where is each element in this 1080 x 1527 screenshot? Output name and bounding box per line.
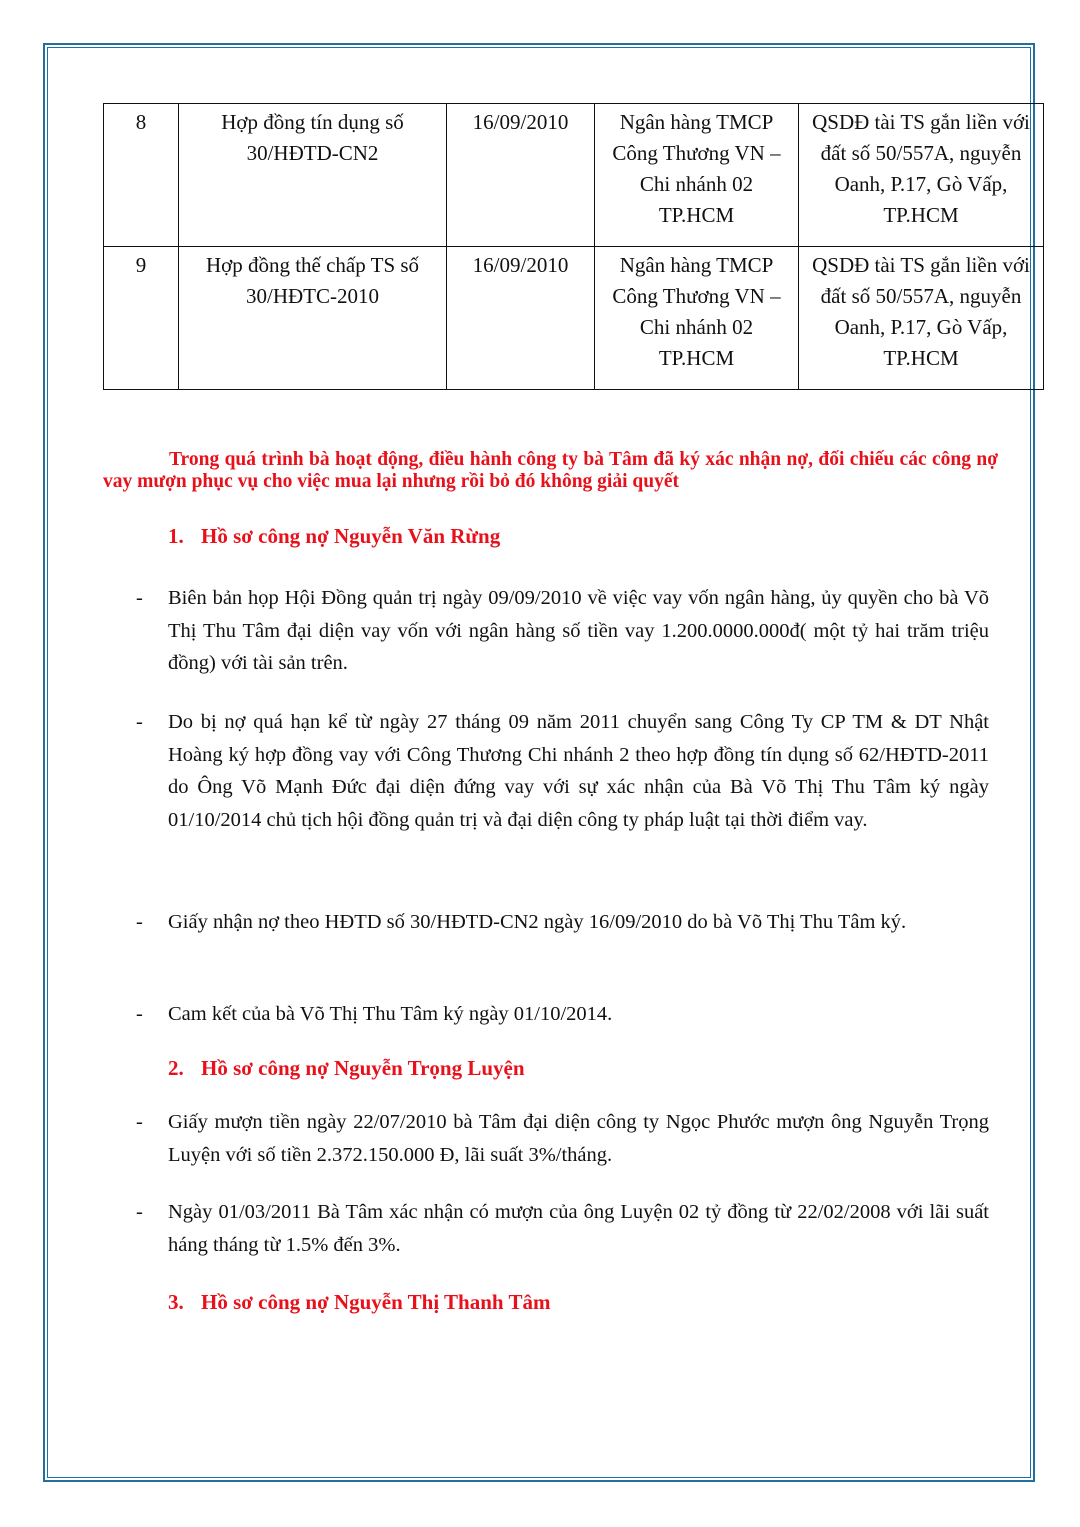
section-heading-3 [168, 1290, 550, 1315]
intro-paragraph [103, 449, 998, 493]
cell-bank: Ngân hàng TMCP Công Thương VN – Chi nhánh 02 TP.HCM [595, 104, 799, 247]
section-title: Hồ sơ công nợ Nguyễn Thị Thanh Tâm [201, 1290, 551, 1314]
list-item-text: Ngày 01/03/2011 Bà Tâm xác nhận có mượn của ông Luyện 02 tỷ đồng từ 22/02/2008 với lãi suất háng tháng từ 1.5% đến 3%. [168, 1201, 989, 1256]
list-item [136, 582, 989, 680]
section-number: 3. [168, 1290, 184, 1314]
bullet-dash: - [136, 1111, 143, 1133]
list-item [136, 1106, 989, 1171]
section-title: Hồ sơ công nợ Nguyễn Văn Rừng [201, 524, 501, 548]
cell-asset: QSDĐ tài TS gắn liền với đất số 50/557A, nguyễn Oanh, P.17, Gò Vấp, TP.HCM [799, 247, 1044, 390]
list-item-text: Biên bản họp Hội Đồng quản trị ngày 09/09/2010 về việc vay vốn ngân hàng, ủy quyền cho bà Võ Thị Thu Tâm đại diện vay vốn với ngân hàng số tiền vay 1.200.0000.000đ( một tỷ hai trăm triệu đồng) với tài sản trên. [168, 587, 989, 674]
section-number: 1. [168, 524, 184, 548]
section-heading-1 [168, 524, 500, 549]
table-row [104, 104, 1044, 247]
table-row [104, 247, 1044, 390]
bullet-dash: - [136, 587, 143, 609]
list-item-text: Do bị nợ quá hạn kể từ ngày 27 tháng 09 năm 2011 chuyển sang Công Ty CP TM & DT Nhật Hoàng ký hợp đồng vay với Công Thương Chi nhánh 2 theo hợp đồng tín dụng số 62/HĐTD-2011 do Ông Võ Mạnh Đức đại diện đứng vay với sự xác nhận của Bà Võ Thị Thu Tâm ký ngày 01/10/2014 chủ tịch hội đồng quản trị và đại diện công ty pháp luật tại thời điểm vay. [168, 711, 989, 831]
list-item [136, 906, 989, 939]
section-heading-2 [168, 1056, 525, 1081]
bullet-dash: - [136, 1003, 143, 1025]
bullet-dash: - [136, 911, 143, 933]
list-item-text: Cam kết của bà Võ Thị Thu Tâm ký ngày 01/10/2014. [168, 1003, 613, 1025]
list-item [136, 998, 989, 1031]
section-title: Hồ sơ công nợ Nguyễn Trọng Luyện [201, 1056, 525, 1080]
cell-contract-name: Hợp đồng tín dụng số 30/HĐTD-CN2 [179, 104, 447, 247]
bullet-dash: - [136, 1201, 143, 1223]
list-item [136, 706, 989, 836]
bullet-dash: - [136, 711, 143, 733]
cell-bank: Ngân hàng TMCP Công Thương VN – Chi nhánh 02 TP.HCM [595, 247, 799, 390]
cell-contract-name: Hợp đồng thế chấp TS số 30/HĐTC-2010 [179, 247, 447, 390]
cell-date: 16/09/2010 [447, 104, 595, 247]
list-item-text: Giấy nhận nợ theo HĐTD số 30/HĐTD-CN2 ngày 16/09/2010 do bà Võ Thị Thu Tâm ký. [168, 911, 907, 933]
contracts-table [103, 103, 1044, 390]
list-item [136, 1196, 989, 1261]
cell-no: 9 [104, 247, 179, 390]
cell-no: 8 [104, 104, 179, 247]
section-number: 2. [168, 1056, 184, 1080]
cell-asset: QSDĐ tài TS gắn liền với đất số 50/557A, nguyễn Oanh, P.17, Gò Vấp, TP.HCM [799, 104, 1044, 247]
cell-date: 16/09/2010 [447, 247, 595, 390]
list-item-text: Giấy mượn tiền ngày 22/07/2010 bà Tâm đại diện công ty Ngọc Phước mượn ông Nguyễn Trọng Luyện với số tiền 2.372.150.000 Đ, lãi suất 3%/tháng. [168, 1111, 989, 1166]
intro-text: Trong quá trình bà hoạt động, điều hành công ty bà Tâm đã ký xác nhận nợ, đối chiếu các công nợ vay mượn phục vụ cho việc mua lại nhưng rồi bỏ đó không giải quyết [103, 449, 998, 492]
